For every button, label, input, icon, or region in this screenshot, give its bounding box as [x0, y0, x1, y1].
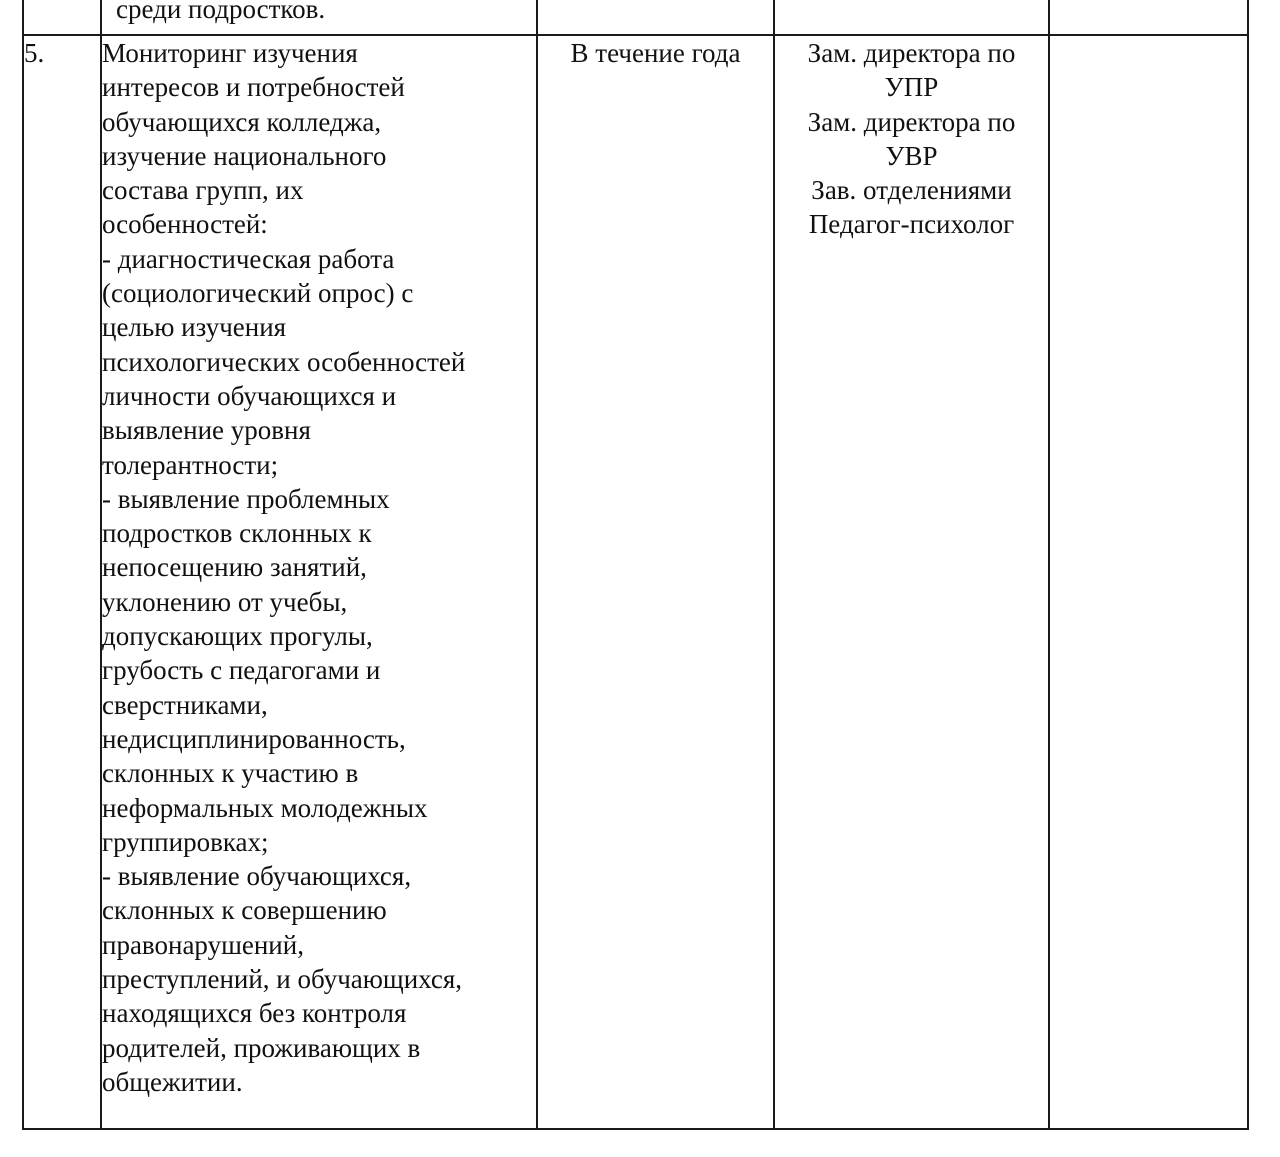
note-cell	[1049, 0, 1248, 35]
activity-line: склонных к совершению	[102, 895, 387, 926]
responsible-cell	[774, 0, 1049, 35]
number-cell	[23, 35, 101, 1129]
table-row	[23, 35, 1248, 1129]
activity-line: обучающихся колледжа,	[102, 106, 382, 137]
activity-line: выявление уровня	[102, 415, 311, 446]
deadline-text: В течение года	[570, 38, 741, 68]
activity-line: - диагностическая работа	[102, 243, 395, 274]
responsible-line: УПР	[884, 72, 939, 103]
responsible-line: Педагог-психолог	[808, 209, 1015, 240]
deadline-cell	[537, 35, 774, 1129]
responsible-line: Зав. отделениями	[811, 175, 1012, 206]
activity-line: уклонению от учебы,	[102, 586, 348, 617]
activity-line: недисциплинированность,	[102, 723, 406, 754]
activity-text: среди подростков.	[116, 0, 326, 24]
responsible-line: Зам. директора по	[807, 106, 1016, 137]
activity-line: толерантности;	[102, 449, 279, 480]
responsible-cell	[774, 35, 1049, 1129]
activity-line: интересов и потребностей	[102, 72, 405, 103]
activity-line: группировках;	[102, 826, 269, 857]
activity-line: психологических особенностей	[102, 346, 466, 377]
activity-line: изучение национального	[102, 140, 387, 171]
activity-line: неформальных молодежных	[102, 792, 428, 823]
activity-line: преступлений, и обучающихся,	[102, 964, 463, 995]
plan-table	[22, 0, 1249, 1130]
activity-line: (социологический опрос) с	[102, 278, 414, 309]
activity-line: грубость с педагогами и	[102, 655, 381, 686]
activity-line: - выявление проблемных	[102, 483, 390, 514]
activity-line: непосещению занятий,	[102, 552, 367, 583]
responsible-line: Зам. директора по	[807, 38, 1016, 68]
activity-cell	[101, 0, 537, 35]
note-cell	[1049, 35, 1248, 1129]
activity-line: целью изучения	[102, 312, 287, 343]
responsible-line: УВР	[885, 140, 938, 171]
activity-line: - выявление обучающихся,	[102, 861, 412, 892]
activity-line: состава групп, их	[102, 175, 304, 206]
activity-cell	[101, 35, 537, 1129]
number-cell	[23, 0, 101, 35]
activity-line: личности обучающихся и	[102, 380, 397, 411]
row-number: 5.	[24, 38, 45, 68]
activity-line: правонарушений,	[102, 929, 304, 960]
activity-line: Мониторинг изучения	[102, 38, 358, 68]
activity-line: сверстниками,	[102, 689, 268, 720]
activity-line: находящихся без контроля	[102, 998, 407, 1029]
activity-line: допускающих прогулы,	[102, 621, 373, 652]
activity-line: склонных к участию в	[102, 758, 359, 789]
activity-line: подростков склонных к	[102, 518, 372, 549]
table-row-previous	[23, 0, 1248, 35]
activity-line: общежитии.	[102, 1066, 243, 1097]
deadline-cell	[537, 0, 774, 35]
activity-line: родителей, проживающих в	[102, 1032, 421, 1063]
activity-line: особенностей:	[102, 209, 268, 240]
